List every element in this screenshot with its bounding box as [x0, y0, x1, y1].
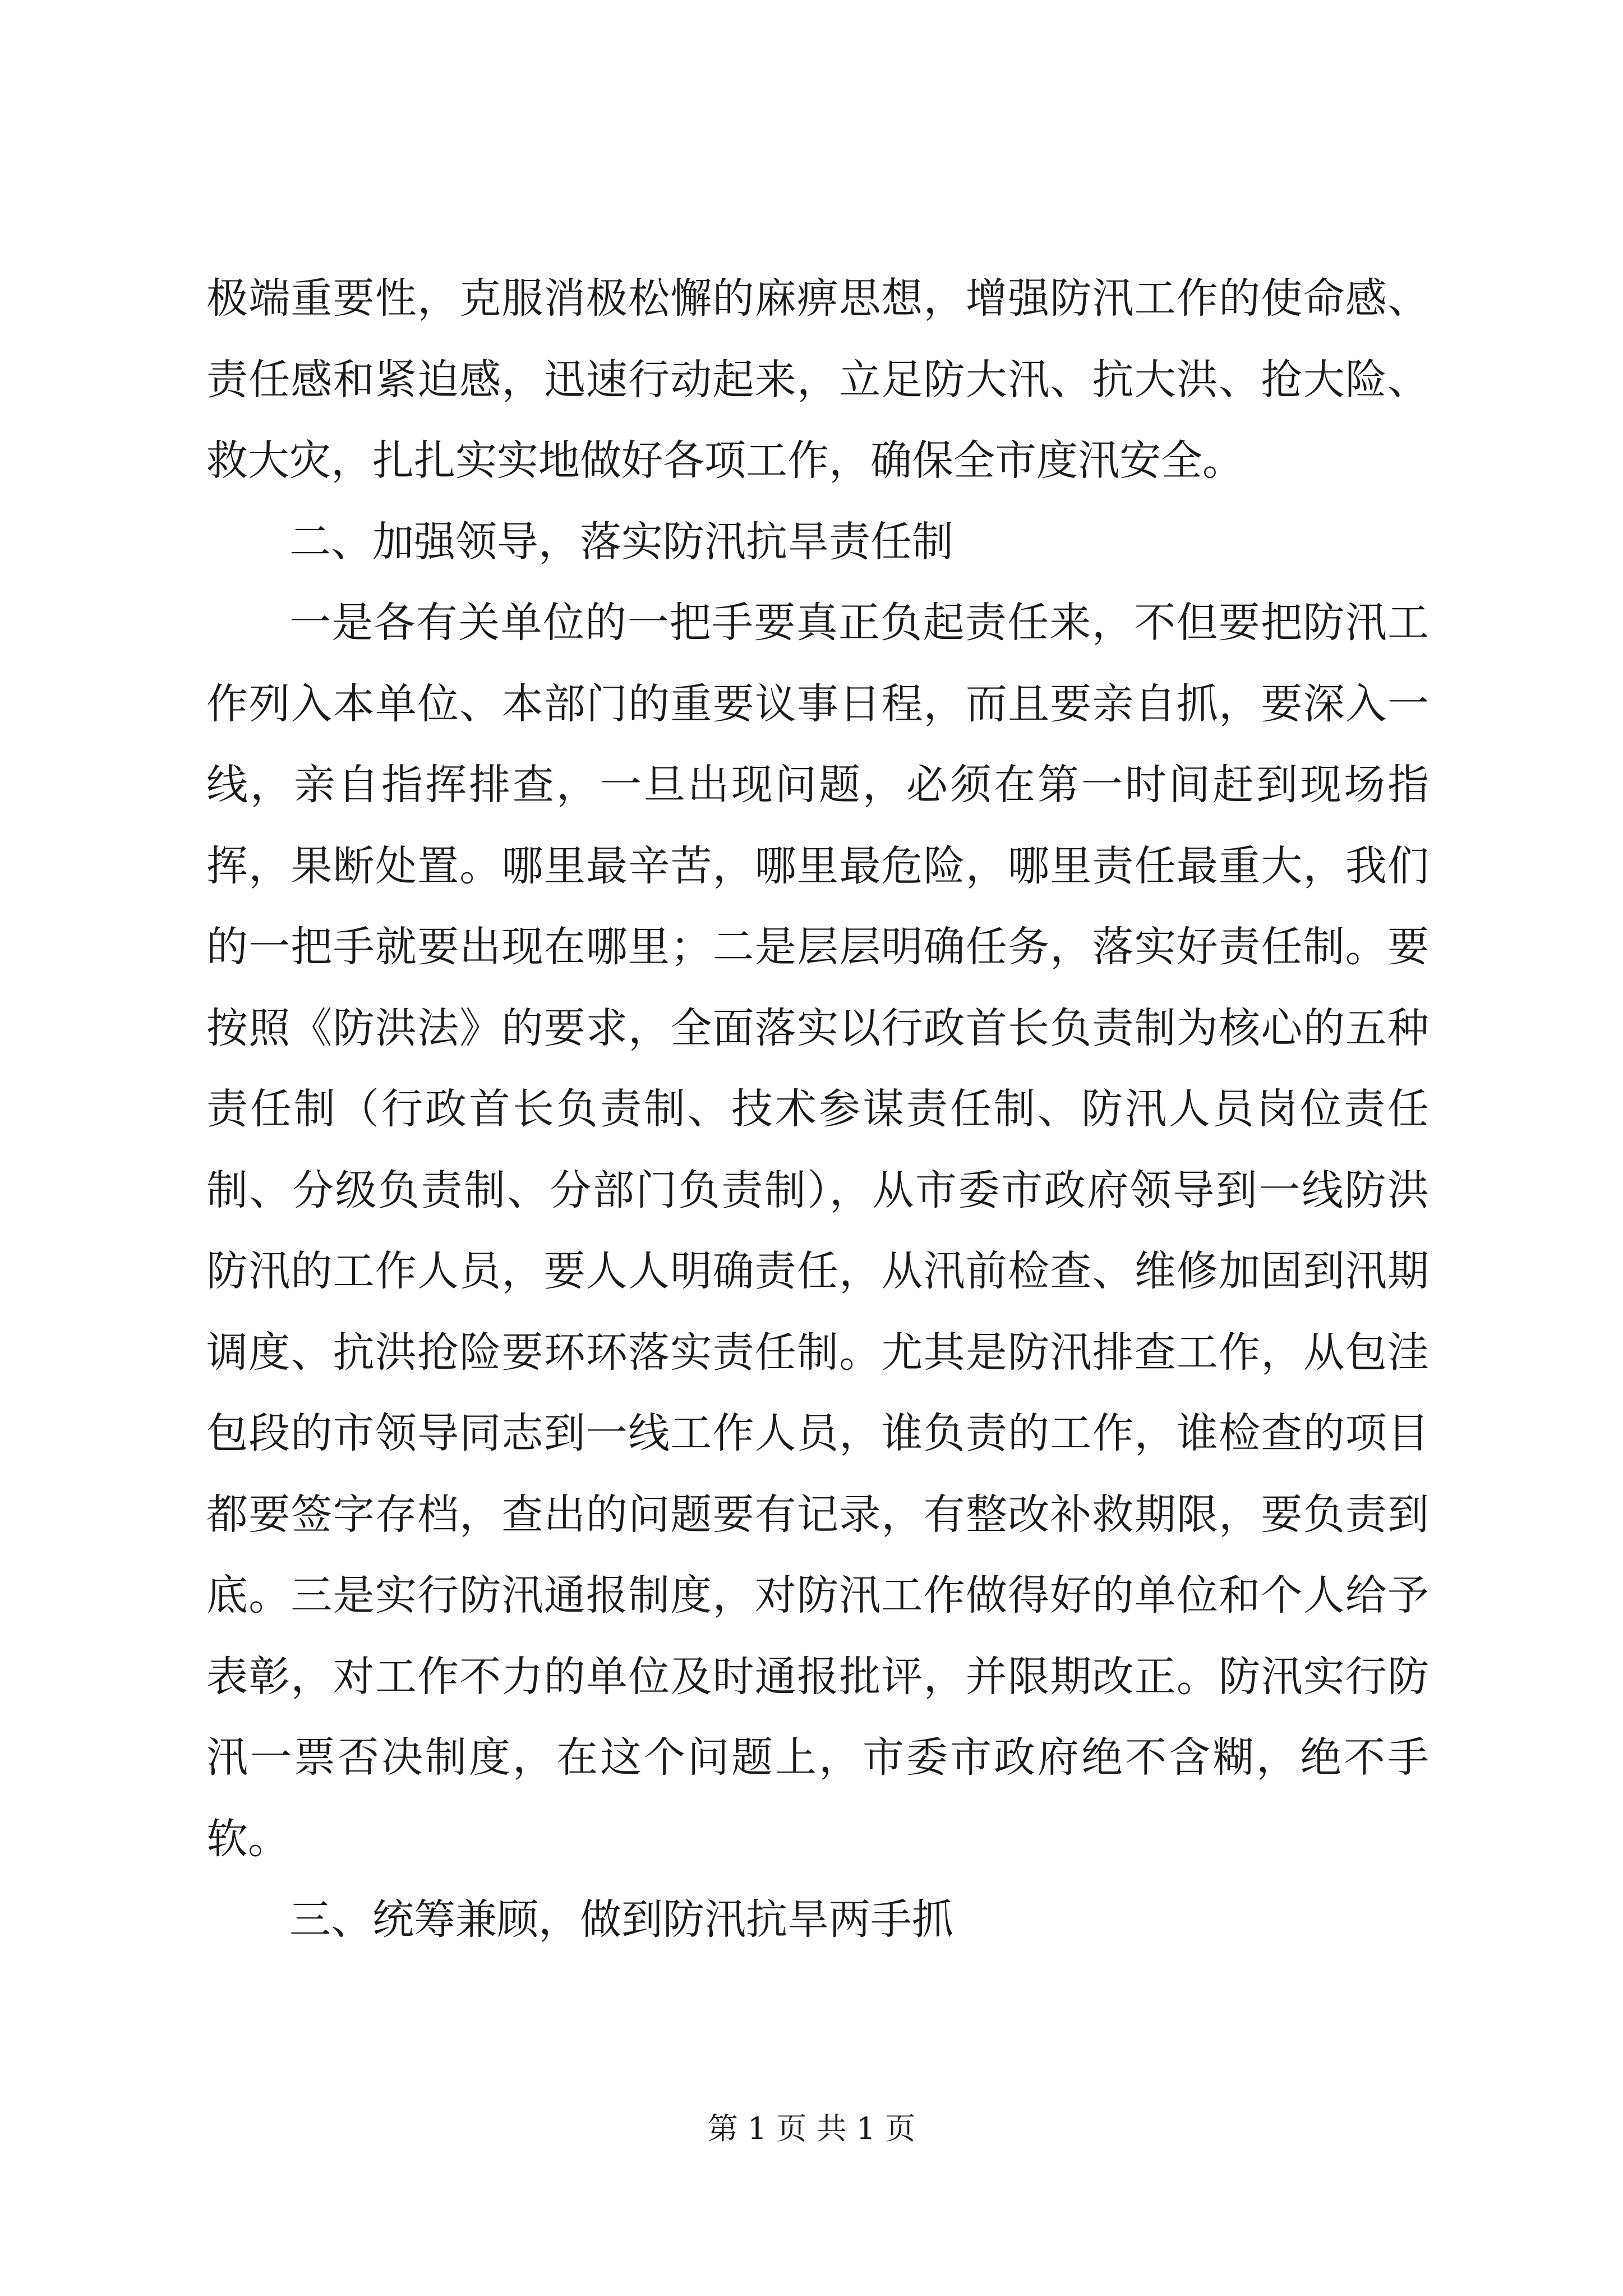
- paragraph-continuation: 极端重要性，克服消极松懈的麻痹思想，增强防汛工作的使命感、责任感和紧迫感，迅速行动起来，立足防大汛、抗大洪、抢大险、救大灾，扎扎实实地做好各项工作，确保全市度汛安全。: [206, 274, 1429, 485]
- paragraph-responsibility: 一是各有关单位的一把手要真正负起责任来，不但要把防汛工作列入本单位、本部门的重要议事日程，而且要亲自抓，要深入一线，亲自指挥排查，一旦出现问题，必须在第一时间赶到现场指挥，果断处置。哪里最辛苦，哪里最危险，哪里责任最重大，我们的一把手就要出现在哪里；二是层层明确任务，落实好责任制。要按照《防洪法》的要求，全面落实以行政首长负责制为核心的五种责任制（行政首长负责制、技术参谋责任制、防汛人员岗位责任制、分级负责制、分部门负责制），从市委市政府领导到一线防洪防汛的工作人员，要人人明确责任，从汛前检查、维修加固到汛期调度、抗洪抢险要环环落实责任制。尤其是防汛排查工作，从包洼包段的市领导同志到一线工作人员，谁负责的工作，谁检查的项目都要签字存档，查出的问题要有记录，有整改补救期限，要负责到底。三是实行防汛通报制度，对防汛工作做得好的单位和个人给予表彰，对工作不力的单位及时通报批评，并限期改正。防汛实行防汛一票否决制度，在这个问题上，市委市政府绝不含糊，绝不手软。: [206, 599, 1429, 1863]
- section-heading-2: 二、加强领导，落实防汛抗旱责任制: [289, 517, 953, 566]
- page-footer: 第 1 页 共 1 页: [707, 2111, 916, 2146]
- document-body: [206, 258, 1429, 1961]
- section-heading-3: 三、统筹兼顾，做到防汛抗旱两手抓: [289, 1895, 953, 1944]
